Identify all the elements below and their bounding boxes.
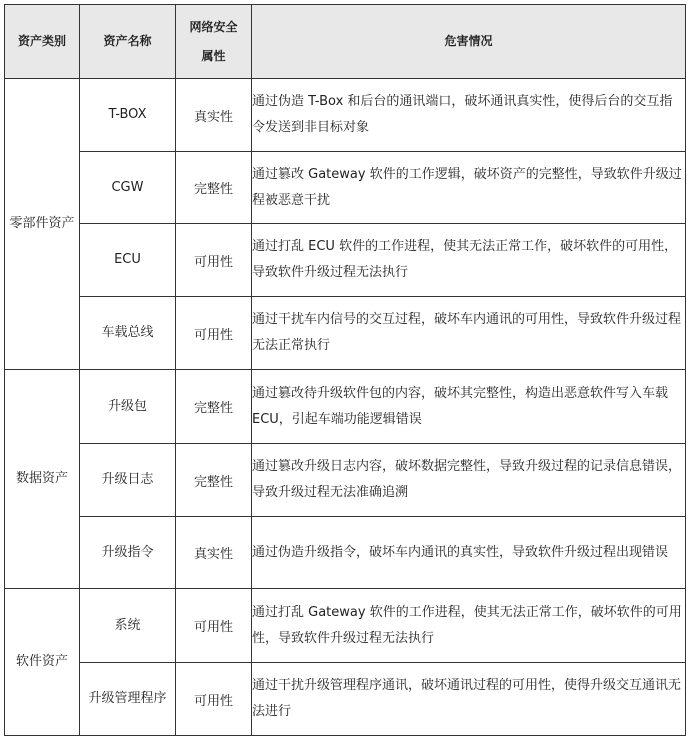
asset-harm-table <box>4 4 686 736</box>
asset-name: CGW <box>80 152 176 224</box>
asset-name: ECU <box>80 224 176 297</box>
category-cell: 零部件资产 <box>5 79 80 370</box>
header-category: 资产类别 <box>5 5 80 79</box>
table-row <box>5 370 686 444</box>
harm-description: 通过篡改 Gateway 软件的工作逻辑，破坏资产的完整性，导致软件升级过程被恶意干扰 <box>252 152 686 224</box>
asset-name: 升级日志 <box>80 444 176 517</box>
table-row <box>5 224 686 297</box>
security-attribute: 完整性 <box>176 152 252 224</box>
asset-name: 升级管理程序 <box>80 663 176 736</box>
security-attribute: 可用性 <box>176 224 252 297</box>
asset-name: 系统 <box>80 589 176 663</box>
harm-description: 通过打乱 Gateway 软件的工作进程，使其无法正常工作，破坏软件的可用性，导致软件升级过程无法执行 <box>252 589 686 663</box>
security-attribute: 完整性 <box>176 444 252 517</box>
table-row <box>5 79 686 152</box>
security-attribute: 完整性 <box>176 370 252 444</box>
table-row <box>5 152 686 224</box>
security-attribute: 可用性 <box>176 663 252 736</box>
harm-description: 通过打乱 ECU 软件的工作进程，使其无法正常工作，破坏软件的可用性，导致软件升级过程无法执行 <box>252 224 686 297</box>
table-row <box>5 297 686 370</box>
asset-name: 升级指令 <box>80 517 176 589</box>
table-row <box>5 589 686 663</box>
table-row <box>5 517 686 589</box>
category-cell: 数据资产 <box>5 370 80 589</box>
asset-name: 车载总线 <box>80 297 176 370</box>
table-header-row <box>5 5 686 79</box>
harm-description: 通过伪造 T-Box 和后台的通讯端口，破坏通讯真实性，使得后台的交互指令发送到非目标对象 <box>252 79 686 152</box>
table-row <box>5 663 686 736</box>
harm-description: 通过伪造升级指令，破坏车内通讯的真实性，导致软件升级过程出现错误 <box>252 517 686 589</box>
table-row <box>5 444 686 517</box>
asset-name: 升级包 <box>80 370 176 444</box>
asset-name: T-BOX <box>80 79 176 152</box>
header-harm: 危害情况 <box>252 5 686 79</box>
security-attribute: 真实性 <box>176 517 252 589</box>
header-name: 资产名称 <box>80 5 176 79</box>
harm-description: 通过干扰升级管理程序通讯，破坏通讯过程的可用性，使得升级交互通讯无法进行 <box>252 663 686 736</box>
harm-description: 通过干扰车内信号的交互过程，破坏车内通讯的可用性，导致软件升级过程无法正常执行 <box>252 297 686 370</box>
harm-description: 通过篡改待升级软件包的内容，破坏其完整性，构造出恶意软件写入车载 ECU，引起车端功能逻辑错误 <box>252 370 686 444</box>
security-attribute: 真实性 <box>176 79 252 152</box>
security-attribute: 可用性 <box>176 297 252 370</box>
category-cell: 软件资产 <box>5 589 80 736</box>
header-attribute: 网络安全属性 <box>176 5 252 79</box>
harm-description: 通过篡改升级日志内容，破坏数据完整性，导致升级过程的记录信息错误，导致升级过程无法准确追溯 <box>252 444 686 517</box>
security-attribute: 可用性 <box>176 589 252 663</box>
